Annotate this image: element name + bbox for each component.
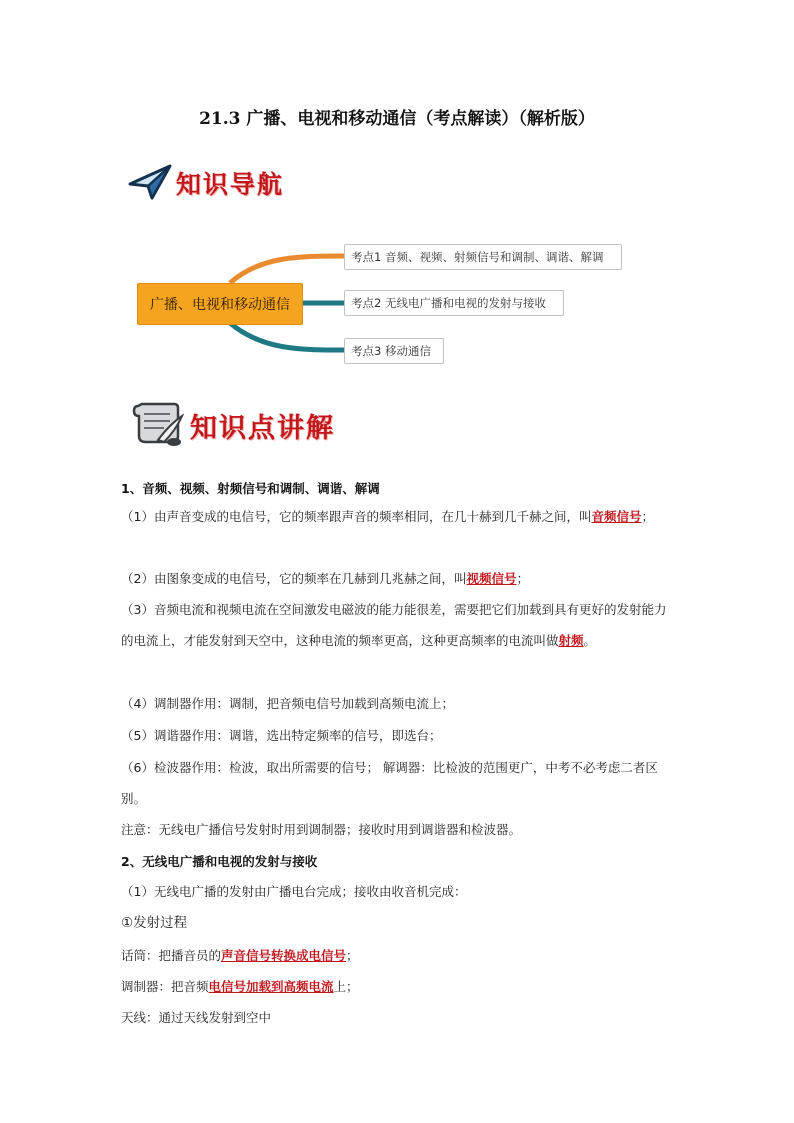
- paragraph-text: ；: [346, 948, 359, 963]
- paragraph-audio-signal: [121, 501, 676, 532]
- paragraph-broadcast: （1）无线电广播的发射由广播电台完成；接收由收音机完成：: [121, 884, 467, 899]
- mindmap-node-2: 考点2 无线电广播和电视的发射与接收: [344, 290, 564, 316]
- section-banner-knowledge-points: 知识点讲解: [190, 413, 335, 444]
- paragraph-tuner: （5）调谐器作用：调谐，选出特定频率的信号，即选台；: [121, 728, 442, 743]
- paragraph-detector: （6）检波器作用：检波，取出所需要的信号； 解调器：比检波的范围更广，中考不必考虑二者区别。: [121, 760, 658, 806]
- scroll-quill-icon: [128, 398, 186, 448]
- paragraph-microphone: [121, 940, 676, 971]
- key-term-sound-to-signal: 声音信号转换成电信号: [221, 948, 347, 963]
- mindmap-node-1: 考点1 音频、视频、射频信号和调制、调谐、解调: [344, 244, 622, 270]
- paragraph-text: 。: [583, 633, 597, 648]
- paragraph-modulator-step: [121, 971, 676, 1002]
- mindmap-branch-3: [230, 323, 345, 350]
- paragraph-modulator: （4）调制器作用：调制，把音频电信号加载到高频电流上；: [121, 696, 454, 711]
- paragraph-antenna: 天线：通过天线发射到空中: [121, 1010, 272, 1025]
- paragraph-text: ；: [516, 571, 529, 586]
- section-heading-2: 2、无线电广播和电视的发射与接收: [121, 854, 318, 869]
- paragraph-radio-frequency: [121, 594, 676, 656]
- key-term-video-signal: 视频信号: [466, 571, 517, 586]
- mindmap-node-3: 考点3 移动通信: [344, 338, 444, 364]
- key-term-radio-frequency: 射频: [558, 633, 584, 648]
- section-heading-1: 1、音频、视频、射频信号和调制、调谐、解调: [121, 481, 380, 496]
- paragraph-text: ；: [641, 509, 654, 524]
- key-term-load-high-freq: 电信号加载到高频电流: [208, 979, 334, 994]
- mindmap-root: 广播、电视和移动通信: [137, 283, 303, 325]
- paragraph-text: （1）由声音变成的电信号，它的频率跟声音的频率相同，在几十赫到几千赫之间，叫: [121, 509, 592, 524]
- section-banner-knowledge-nav: 知识导航: [176, 170, 285, 199]
- paragraph-text: （2）由图象变成的电信号，它的频率在几赫到几兆赫之间，叫: [121, 571, 467, 586]
- paragraph-text: 话筒：把播音员的: [121, 948, 222, 963]
- mindmap-branch-1: [230, 256, 345, 283]
- key-term-audio-signal: 音频信号: [591, 509, 642, 524]
- paragraph-text: 上；: [333, 979, 359, 994]
- paragraph-video-signal: [121, 563, 676, 594]
- paragraph-note: 注意：无线电广播信号发射时用到调制器；接收时用到调谐器和检波器。: [121, 822, 522, 837]
- paragraph-text: 调制器：把音频: [121, 979, 209, 994]
- paragraph-text: （3）音频电流和视频电流在空间激发电磁波的能力能很差，需要把它们加载到具有更好的发射能力的电流上，才能发射到天空中，这种电流的频率更高，这种更高频率的电流叫做: [121, 602, 667, 648]
- page-title: 21.3 广播、电视和移动通信（考点解读）（解析版）: [199, 109, 595, 129]
- paragraph-transmit-step: ①发射过程: [121, 915, 188, 931]
